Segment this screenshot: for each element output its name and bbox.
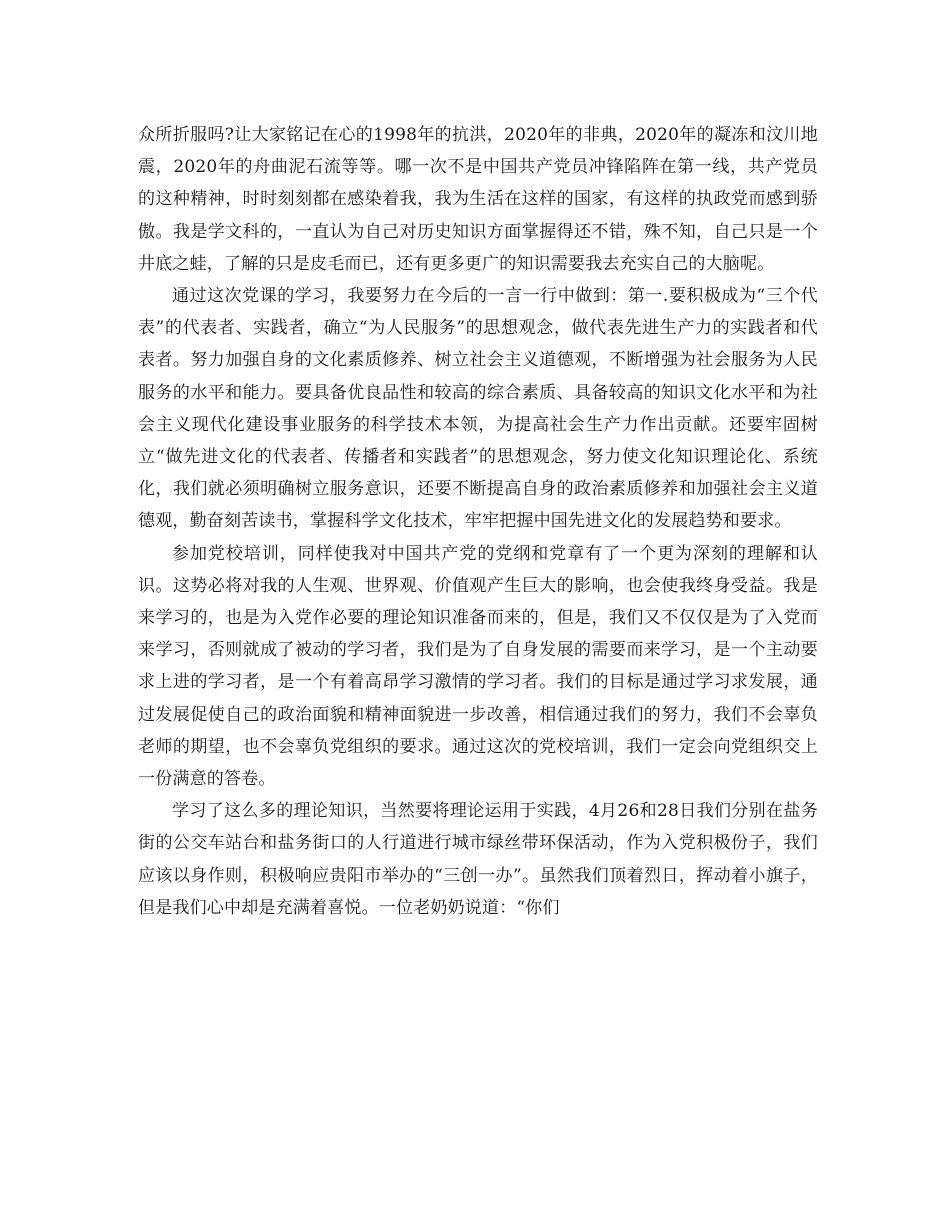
paragraph-3: 参加党校培训，同样使我对中国共产党的党纲和党章有了一个更为深刻的理解和认识。这势必将对我的人生观、世界观、价值观产生巨大的影响，也会使我终身受益。我是来学习的，也是为入党作必要的理论知识准备而来的，但是，我们又不仅仅是为了入党而来学习，否则就成了被动的学习者，我们是为了自身发展的需要而来学习，是一个主动要求上进的学习者，是一个有着高昂学习激情的学习者。我们的目标是通过学习求发展，通过发展促使自己的政治面貌和精神面貌进一步改善，相信通过我们的努力，我们不会辜负老师的期望，也不会辜负党组织的要求。通过这次的党校培训，我们一定会向党组织交上一份满意的答卷。 (138, 543, 818, 790)
paragraph-4: 学习了这么多的理论知识，当然要将理论运用于实践，4月26和28日我们分别在盐务街的公交车站台和盐务街口的人行道进行城市绿丝带环保活动，作为入党积极份子，我们应该以身作则，积极响应贵阳市举办的“三创一办”。虽然我们顶着烈日，挥动着小旗子，但是我们心中却是充满着喜悦。一位老奶奶说道：“你们 (138, 801, 818, 918)
paragraph-2: 通过这次党课的学习，我要努力在今后的一言一行中做到：第一.要积极成为“三个代表”的代表者、实践者，确立“为人民服务”的思想观念，做代表先进生产力的实践者和代表者。努力加强自身的文化素质修养、树立社会主义道德观，不断增强为社会服务为人民服务的水平和能力。要具备优良品性和较高的综合素质、具备较高的知识文化水平和为社会主义现代化建设事业服务的科学技术本领，为提高社会生产力作出贡献。还要牢固树立“做先进文化的代表者、传播者和实践者”的思想观念，努力使文化知识理论化、系统化，我们就必须明确树立服务意识，还要不断提高自身的政治素质修养和加强社会主义道德观，勤奋刻苦读书，掌握科学文化技术，牢牢把握中国先进文化的发展趋势和要求。 (138, 286, 818, 532)
paragraph-1: 众所折服吗?让大家铭记在心的1998年的抗洪，2020年的非典，2020年的凝冻和汶川地震，2020年的舟曲泥石流等等。哪一次不是中国共产党员冲锋陷阵在第一线，共产党员的这种精神，时时刻刻都在感染着我，我为生活在这样的国家，有这样的执政党而感到骄傲。我是学文科的，一直认为自己对历史知识方面掌握得还不错，殊不知，自己只是一个井底之蛙，了解的只是皮毛而已，还有更多更广的知识需要我去充实自己的大脑呢。 (138, 125, 818, 274)
document-page (138, 119, 818, 924)
